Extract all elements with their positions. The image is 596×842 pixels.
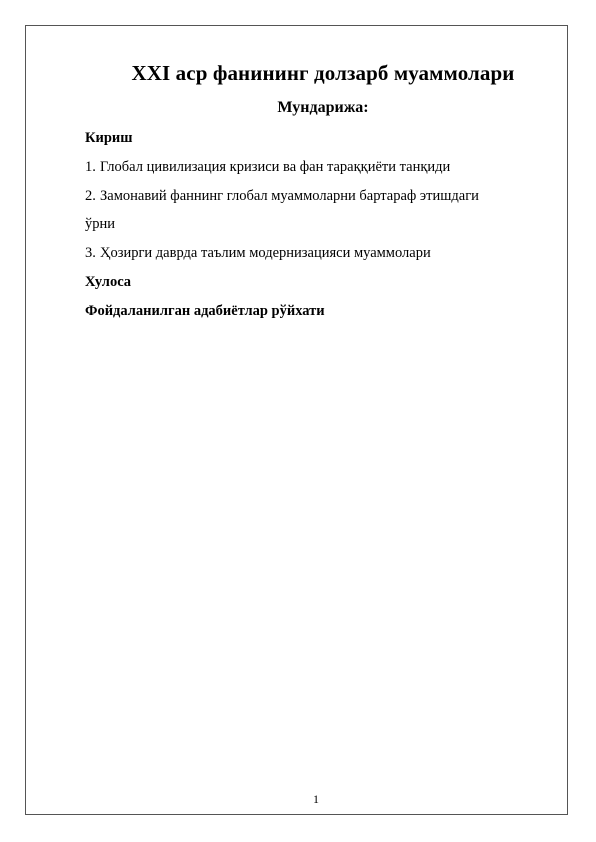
toc-conclusion: Хулоса (85, 273, 132, 290)
toc-item-2-continuation: ўрни (85, 216, 116, 233)
toc-intro: Кириш (85, 130, 133, 146)
toc-item-1 (85, 153, 535, 182)
toc-item-2 (85, 182, 535, 211)
toc-item-number: 2. (85, 187, 96, 204)
document-title: XXI аср фанининг долзарб муаммолари (131, 61, 515, 85)
toc-item-number: 3. (85, 245, 96, 262)
toc-item-text: Ҳозирги даврда таълим модернизацияси муаммолари (100, 245, 431, 262)
toc-item-text: Глобал цивилизация кризиси ва фан тараққиёти танқиди (100, 158, 451, 175)
toc-item-3 (85, 239, 535, 268)
toc-item-text: Замонавий фаннинг глобал муаммоларни бартараф этишдаги (100, 187, 479, 204)
toc-heading: Мундарижа: (277, 99, 369, 116)
toc-references: Фойдаланилган адабиётлар рўйхати (85, 302, 325, 319)
table-of-contents (85, 124, 535, 326)
page-number: 1 (313, 792, 319, 806)
toc-item-number: 1. (85, 158, 96, 175)
